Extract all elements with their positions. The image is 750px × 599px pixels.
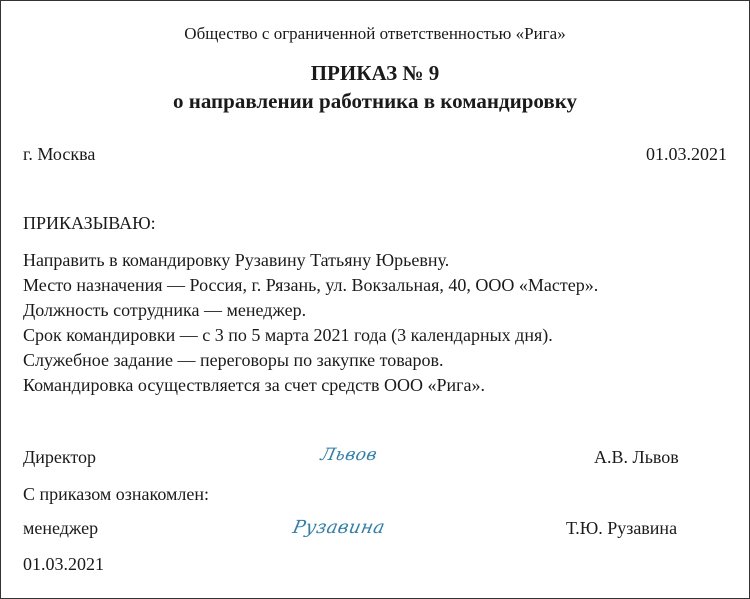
document-title: ПРИКАЗ № 9: [310, 61, 440, 85]
place: г. Москва: [23, 144, 96, 164]
director-name: А.В. Львов: [594, 447, 679, 467]
document-date: 01.03.2021: [646, 144, 727, 164]
director-signature: Львов: [318, 445, 380, 465]
employee-name: Т.Ю. Рузавина: [566, 518, 678, 538]
employee-position: менеджер: [23, 518, 99, 538]
body-line: Направить в командировку Рузавину Татьяну Юрьевну.: [23, 250, 450, 270]
organization-name: Общество с ограниченной ответственностью «Рига»: [184, 24, 566, 43]
body-line: Командировка осуществляется за счет средств ООО «Рига».: [23, 375, 486, 395]
body-line: Место назначения — Россия, г. Рязань, ул. Вокзальная, 40, ООО «Мастер».: [23, 275, 599, 295]
body-line: Служебное задание — переговоры по закупке товаров.: [23, 350, 444, 370]
order-word: ПРИКАЗЫВАЮ:: [23, 213, 156, 233]
director-position: Директор: [23, 447, 97, 467]
body-line: Срок командировки — с 3 по 5 марта 2021 года (3 календарных дня).: [23, 325, 553, 345]
acknowledged-label: С приказом ознакомлен:: [23, 484, 210, 504]
acknowledged-date: 01.03.2021: [23, 554, 104, 574]
document-subtitle: о направлении работника в командировку: [172, 89, 578, 113]
employee-signature: Рузавина: [290, 517, 387, 538]
body-line: Должность сотрудника — менеджер.: [23, 300, 307, 320]
